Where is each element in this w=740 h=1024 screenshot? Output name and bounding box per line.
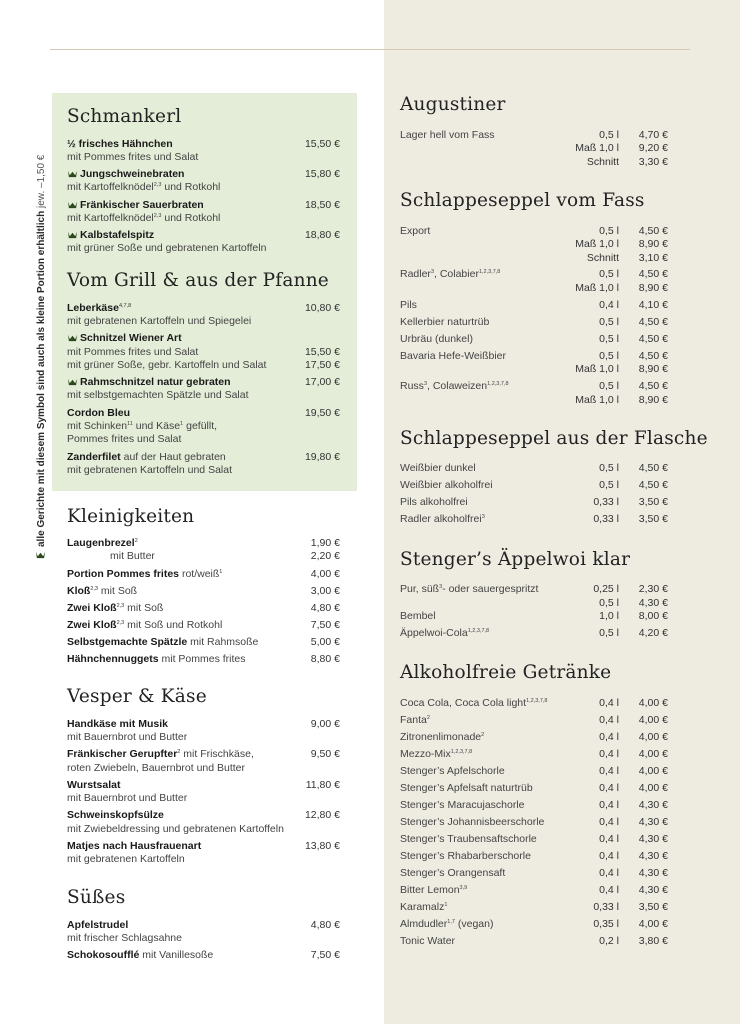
drink-price: 3,30 € [638, 156, 668, 168]
drink-name: Mezzo-Mix$^{1,2,3,7,8}$ [400, 748, 473, 760]
drink-size: 0,5 l [599, 316, 619, 328]
drink-size: 0,5 l [599, 462, 619, 474]
drink-size: 0,4 l [599, 697, 619, 709]
menu-item-name: Schweinskopfsülze [67, 809, 164, 821]
menu-item-name: ½ frisches Hähnchen [67, 138, 173, 150]
section-title-vesper: Vesper & Käse [67, 686, 207, 707]
menu-item-desc: mit selbstgemachten Spätzle und Salat [67, 389, 249, 401]
drink-size: 0,4 l [599, 731, 619, 743]
drink-size: Maß 1,0 l [575, 142, 619, 154]
drink-price: 4,50 € [638, 316, 668, 328]
menu-item-price: 18,50 € [304, 199, 340, 211]
drink-name: Bavaria Hefe-Weißbier [400, 350, 507, 362]
menu-item-desc: mit Zwiebeldressing und gebratenen Kartoffeln [67, 823, 284, 835]
drink-size: 0,5 l [599, 479, 619, 491]
drink-size: 0,33 l [593, 513, 619, 525]
drink-size: 0,5 l [599, 333, 619, 345]
drink-price: 4,50 € [638, 350, 668, 362]
menu-item-name: Portion Pommes frites rot/weiß$^1$ [67, 568, 223, 580]
menu-item-name: Kloß$^{2,3}$ mit Soß [67, 585, 138, 597]
drink-price: 2,30 € [638, 583, 668, 595]
drink-name: Stenger’s Apfelsaft naturtrüb [400, 782, 533, 794]
drink-size: Schnitt [586, 252, 619, 264]
drink-size: 0,4 l [599, 782, 619, 794]
menu-item-name: Jungschweinebraten [67, 168, 184, 181]
menu-item-price: 8,80 € [310, 653, 340, 665]
drink-price: 4,30 € [638, 884, 668, 896]
drink-size: 0,35 l [593, 918, 619, 930]
drink-price: 4,00 € [638, 782, 668, 794]
menu-item-desc: Pommes frites und Salat [67, 433, 182, 445]
drink-name: Stenger’s Maracujaschorle [400, 799, 525, 811]
drink-price: 8,90 € [638, 363, 668, 375]
drink-price: 8,90 € [638, 238, 668, 250]
menu-item-price: 17,00 € [304, 376, 340, 388]
menu-item-price: 4,00 € [310, 568, 340, 580]
drink-price: 4,30 € [638, 799, 668, 811]
menu-item-price: 9,00 € [310, 718, 340, 730]
drink-name: Bembel [400, 610, 436, 622]
menu-item-name: Fränkischer Sauerbraten [67, 199, 204, 212]
drink-size: 0,5 l [599, 129, 619, 141]
drink-price: 4,30 € [638, 833, 668, 845]
menu-item-price: 10,80 € [304, 302, 340, 314]
drink-price: 4,00 € [638, 714, 668, 726]
drink-size: 0,4 l [599, 765, 619, 777]
drink-size: 0,5 l [599, 597, 619, 609]
menu-item-price: 15,80 € [304, 168, 340, 180]
section-title-augustiner: Augustiner [400, 94, 506, 115]
menu-item-name: Selbstgemachte Spätzle mit Rahmsoße [67, 636, 259, 648]
drink-name: Stenger’s Rhabarberschorle [400, 850, 531, 862]
section-title-aeppelwoi: Stenger’s Äppelwoi klar [400, 549, 631, 570]
menu-item-name: Zwei Kloß$^{2,3}$ mit Soß [67, 602, 164, 614]
drink-size: 0,4 l [599, 816, 619, 828]
drink-name: Almdudler$^{1,7}$ (vegan) [400, 918, 494, 930]
drink-name: Karamalz$^1$ [400, 901, 448, 913]
drink-price: 4,00 € [638, 918, 668, 930]
drink-name: Radler$^3$, Colabier$^{1,2,3,7,8}$ [400, 268, 501, 280]
drink-size: 0,33 l [593, 901, 619, 913]
menu-item-name: Laugenbrezel$^2$ [67, 537, 138, 549]
drink-name: Radler alkoholfrei$^3$ [400, 513, 485, 525]
drink-size: Schnitt [586, 156, 619, 168]
section-title-fass: Schlappeseppel vom Fass [400, 190, 645, 211]
drink-size: 0,4 l [599, 850, 619, 862]
menu-item-desc: mit frischer Schlagsahne [67, 932, 182, 944]
section-title-schmankerl: Schmankerl [67, 106, 182, 127]
menu-item-name: Leberkäse$^{4,7,8}$ [67, 302, 132, 314]
small-portion-note-text: alle Gerichte mit diesem Symbol sind auch als kleine Portion erhältlich [36, 210, 47, 547]
small-portion-icon [67, 333, 78, 342]
section-title-alkoholfrei: Alkoholfreie Getränke [400, 662, 612, 683]
menu-item-price: 18,80 € [304, 229, 340, 241]
small-portion-icon [67, 200, 78, 209]
drink-price: 4,00 € [638, 748, 668, 760]
section-title-flasche: Schlappeseppel aus der Flasche [400, 428, 708, 449]
menu-item-price: 9,50 € [310, 748, 340, 760]
section-title-kleinigkeiten: Kleinigkeiten [67, 506, 195, 527]
drink-name: Stenger’s Johannisbeerschorle [400, 816, 545, 828]
drink-name: Kellerbier naturtrüb [400, 316, 490, 328]
menu-item-name: Hähnchennuggets mit Pommes frites [67, 653, 246, 665]
menu-item-name: Handkäse mit Musik [67, 718, 168, 730]
drink-name: Fanta$^2$ [400, 714, 430, 726]
menu-item-price: 4,80 € [310, 602, 340, 614]
menu-item-price: 3,00 € [310, 585, 340, 597]
drink-size: 0,25 l [593, 583, 619, 595]
drink-price: 8,90 € [638, 394, 668, 406]
drink-name: Weißbier dunkel [400, 462, 476, 474]
menu-item-price: 7,50 € [310, 619, 340, 631]
menu-item-price: 13,80 € [304, 840, 340, 852]
drink-size: 0,5 l [599, 350, 619, 362]
drink-size: 1,0 l [599, 610, 619, 622]
small-portion-icon [67, 169, 78, 178]
drink-price: 4,10 € [638, 299, 668, 311]
drink-price: 4,70 € [638, 129, 668, 141]
drink-size: Maß 1,0 l [575, 238, 619, 250]
drink-name: Export [400, 225, 431, 237]
menu-item-price: 5,00 € [310, 636, 340, 648]
menu-item-desc: mit gebratenen Kartoffeln [67, 853, 185, 865]
drink-size: 0,5 l [599, 268, 619, 280]
drink-name: Äppelwoi-Cola$^{1,2,3,7,8}$ [400, 627, 490, 639]
menu-item-price: 19,50 € [304, 407, 340, 419]
menu-item-desc: roten Zwiebeln, Bauernbrot und Butter [67, 762, 246, 774]
drink-name: Urbräu (dunkel) [400, 333, 473, 345]
drink-price: 4,50 € [638, 380, 668, 392]
drink-name: Coca Cola, Coca Cola light$^{1,2,3,7,8}$ [400, 697, 548, 709]
drink-name: Bitter Lemon$^{3,9}$ [400, 884, 468, 896]
drink-size: Maß 1,0 l [575, 363, 619, 375]
drink-price: 4,50 € [638, 479, 668, 491]
drink-price: 3,50 € [638, 901, 668, 913]
section-title-grill: Vom Grill & aus der Pfanne [67, 270, 329, 291]
drink-price: 8,90 € [638, 282, 668, 294]
drink-size: 0,5 l [599, 225, 619, 237]
menu-item-desc: mit grüner Soße, gebr. Kartoffeln und Salat [67, 359, 267, 371]
small-portion-icon [67, 377, 78, 386]
menu-item-name: Zwei Kloß$^{2,3}$ mit Soß und Rotkohl [67, 619, 223, 631]
section-title-suesses: Süßes [67, 887, 126, 908]
drink-name: Pils [400, 299, 417, 311]
drink-name: Zitronenlimonade$^2$ [400, 731, 485, 743]
drink-size: 0,4 l [599, 799, 619, 811]
drink-name: Stenger’s Apfelschorle [400, 765, 505, 777]
drink-price: 3,50 € [638, 496, 668, 508]
menu-item-name: Schokosoufflé mit Vanillesoße [67, 949, 214, 961]
drink-price: 4,50 € [638, 225, 668, 237]
menu-item-desc: mit Schinken$^{11}$ und Käse$^1$ gefüllt, [67, 420, 218, 432]
menu-item-name: Apfelstrudel [67, 919, 129, 931]
drink-price: 3,80 € [638, 935, 668, 947]
menu-item-name: Kalbstafelspitz [67, 229, 154, 242]
menu-item-price: 1,90 € [310, 537, 340, 549]
menu-item-price: 17,50 € [304, 359, 340, 371]
small-portion-icon [67, 230, 78, 239]
drink-name: Stenger’s Traubensaftschorle [400, 833, 537, 845]
drink-size: 0,5 l [599, 627, 619, 639]
drink-size: 0,4 l [599, 833, 619, 845]
drink-size: Maß 1,0 l [575, 282, 619, 294]
drink-price: 4,30 € [638, 850, 668, 862]
menu-item-price: 19,80 € [304, 451, 340, 463]
menu-item-price: 7,50 € [310, 949, 340, 961]
drink-size: 0,4 l [599, 867, 619, 879]
menu-item-price: 12,80 € [304, 809, 340, 821]
drink-size: 0,4 l [599, 714, 619, 726]
menu-item-desc: mit Pommes frites und Salat [67, 151, 199, 163]
menu-item-desc: mit Kartoffelknödel$^{2,3}$ und Rotkohl [67, 212, 221, 224]
drink-price: 4,30 € [638, 867, 668, 879]
menu-item-name: Schnitzel Wiener Art [67, 332, 182, 345]
drink-size: Maß 1,0 l [575, 394, 619, 406]
drink-name: Lager hell vom Fass [400, 129, 495, 141]
drink-price: 8,00 € [638, 610, 668, 622]
drink-price: 9,20 € [638, 142, 668, 154]
menu-item-desc: mit gebratenen Kartoffeln und Salat [67, 464, 233, 476]
menu-item-desc: mit Kartoffelknödel$^{2,3}$ und Rotkohl [67, 181, 221, 193]
menu-item-name: Wurstsalat [67, 779, 121, 791]
small-portion-note-price: jew. –1,50 € [36, 154, 47, 211]
drink-price: 4,30 € [638, 597, 668, 609]
drink-price: 4,50 € [638, 268, 668, 280]
drink-price: 4,50 € [638, 333, 668, 345]
drink-size: 0,33 l [593, 496, 619, 508]
menu-item-price: 4,80 € [310, 919, 340, 931]
drink-size: 0,4 l [599, 299, 619, 311]
top-divider [50, 49, 690, 50]
drink-price: 4,00 € [638, 731, 668, 743]
menu-item-desc: mit Butter [110, 550, 155, 562]
menu-item-price: 15,50 € [304, 138, 340, 150]
menu-item-price: 11,80 € [305, 779, 340, 791]
drink-price: 4,50 € [638, 462, 668, 474]
small-portion-icon [35, 550, 46, 559]
drink-price: 4,00 € [638, 765, 668, 777]
menu-item-price: 15,50 € [304, 346, 340, 358]
drink-price: 3,10 € [638, 252, 668, 264]
drink-name: Pils alkoholfrei [400, 496, 468, 508]
drink-name: Weißbier alkoholfrei [400, 479, 493, 491]
menu-item-desc: mit Bauernbrot und Butter [67, 731, 188, 743]
drink-size: 0,2 l [599, 935, 619, 947]
drink-name: Russ$^3$, Colaweizen$^{1,2,3,7,8}$ [400, 380, 509, 392]
menu-item-name: Fränkischer Gerupfter$^2$ mit Frischkäse, [67, 748, 254, 760]
menu-item-price: 2,20 € [310, 550, 340, 562]
menu-item-name: Zanderfilet auf der Haut gebraten [67, 451, 226, 463]
menu-item-desc: mit Pommes frites und Salat [67, 346, 199, 358]
drink-name: Stenger’s Orangensaft [400, 867, 506, 879]
drink-price: 4,30 € [638, 816, 668, 828]
drink-size: 0,4 l [599, 884, 619, 896]
menu-item-desc: mit gebratenen Kartoffeln und Spiegelei [67, 315, 252, 327]
drink-price: 3,50 € [638, 513, 668, 525]
drink-price: 4,20 € [638, 627, 668, 639]
menu-item-name: Matjes nach Hausfrauenart [67, 840, 202, 852]
drink-name: Tonic Water [400, 935, 456, 947]
small-portion-note [36, 155, 47, 560]
menu-item-name: Cordon Bleu [67, 407, 130, 419]
drink-name: Pur, süß$^3$- oder sauergespritzt [400, 583, 539, 595]
drink-size: 0,5 l [599, 380, 619, 392]
drink-price: 4,00 € [638, 697, 668, 709]
menu-item-desc: mit Bauernbrot und Butter [67, 792, 188, 804]
menu-item-name: Rahmschnitzel natur gebraten [67, 376, 231, 389]
menu-item-desc: mit grüner Soße und gebratenen Kartoffeln [67, 242, 267, 254]
drink-size: 0,4 l [599, 748, 619, 760]
